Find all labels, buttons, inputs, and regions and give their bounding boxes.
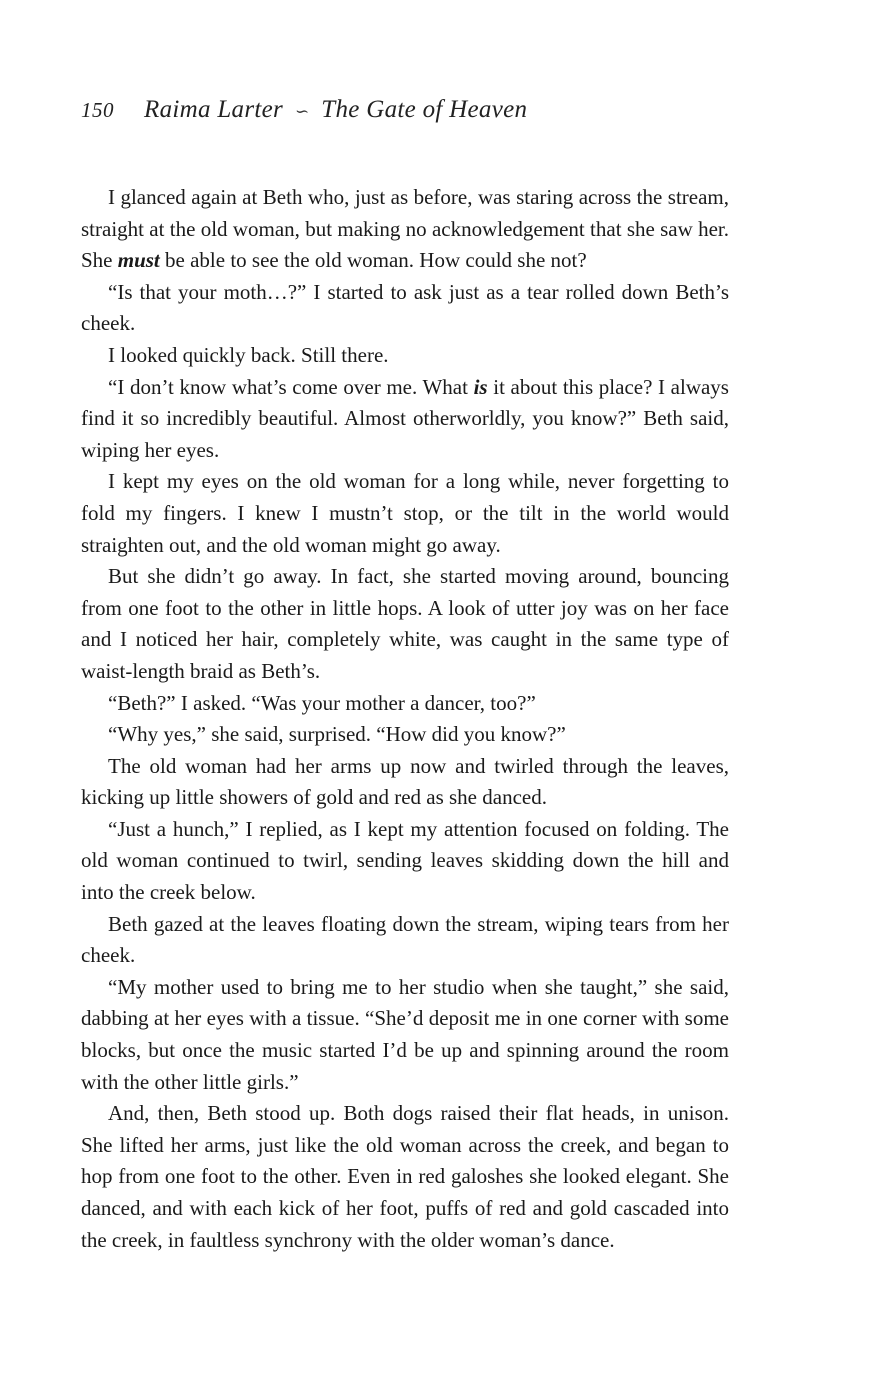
paragraph: Beth gazed at the leaves floating down the stream, wiping tears from her cheek.	[81, 911, 729, 968]
paragraph: “Just a hunch,” I replied, as I kept my attention focused on folding. The old woman continued to twirl, sending leaves skidding down the hill and into the creek below.	[81, 816, 729, 905]
ornament-separator: ∽	[295, 102, 310, 121]
paragraph: “I don’t know what’s come over me. What is it about this place? I always find it so incredibly beautiful. Almost otherworldly, you know?” Beth said, wiping her eyes.	[81, 374, 729, 462]
book-author: Raima Larter	[144, 96, 284, 123]
emphasis-word: must	[117, 248, 160, 273]
paragraph: And, then, Beth stood up. Both dogs raised their flat heads, in unison. She lifted her arms, just like the old woman across the creek, and began to hop from one foot to the other. Even in red galoshes she looked elegant. She danced, and with each kick of her foot, puffs of red and gold cascaded into the creek, in faultless synchrony with the older woman’s dance.	[81, 1101, 729, 1252]
paragraph: “Why yes,” she said, surprised. “How did you know?”	[108, 722, 566, 747]
paragraph: The old woman had her arms up now and twirled through the leaves, kicking up little showers of gold and red as she danced.	[81, 753, 729, 810]
paragraph: I kept my eyes on the old woman for a long while, never forgetting to fold my fingers. I knew I mustn’t stop, or the tilt in the world would straighten out, and the old woman might go away.	[81, 469, 729, 557]
paragraph: I looked quickly back. Still there.	[108, 342, 389, 367]
paragraph: But she didn’t go away. In fact, she started moving around, bouncing from one foot to the other in little hops. A look of utter joy was on her face and I noticed her hair, completely white, was caught in the same type of waist-length braid as Beth’s.	[81, 564, 729, 683]
paragraph: “Is that your moth…?” I started to ask just as a tear rolled down Beth’s cheek.	[81, 279, 729, 336]
emphasis-word: is	[473, 374, 488, 399]
running-head	[81, 96, 731, 130]
book-title: The Gate of Heaven	[321, 96, 528, 123]
paragraph: I glanced again at Beth who, just as before, was staring across the stream, straight at the old woman, but making no acknowledgement that she saw her. She must be able to see the old woman. How could she not?	[81, 185, 729, 273]
body-text	[81, 182, 729, 1256]
paragraph: “Beth?” I asked. “Was your mother a dancer, too?”	[108, 690, 536, 715]
page-number: 150	[81, 98, 114, 122]
paragraph: “My mother used to bring me to her studio when she taught,” she said, dabbing at her eyes with a tissue. “She’d deposit me in one corner with some blocks, but once the music started I’d be up and spinning around the room with the other little girls.”	[81, 974, 729, 1094]
